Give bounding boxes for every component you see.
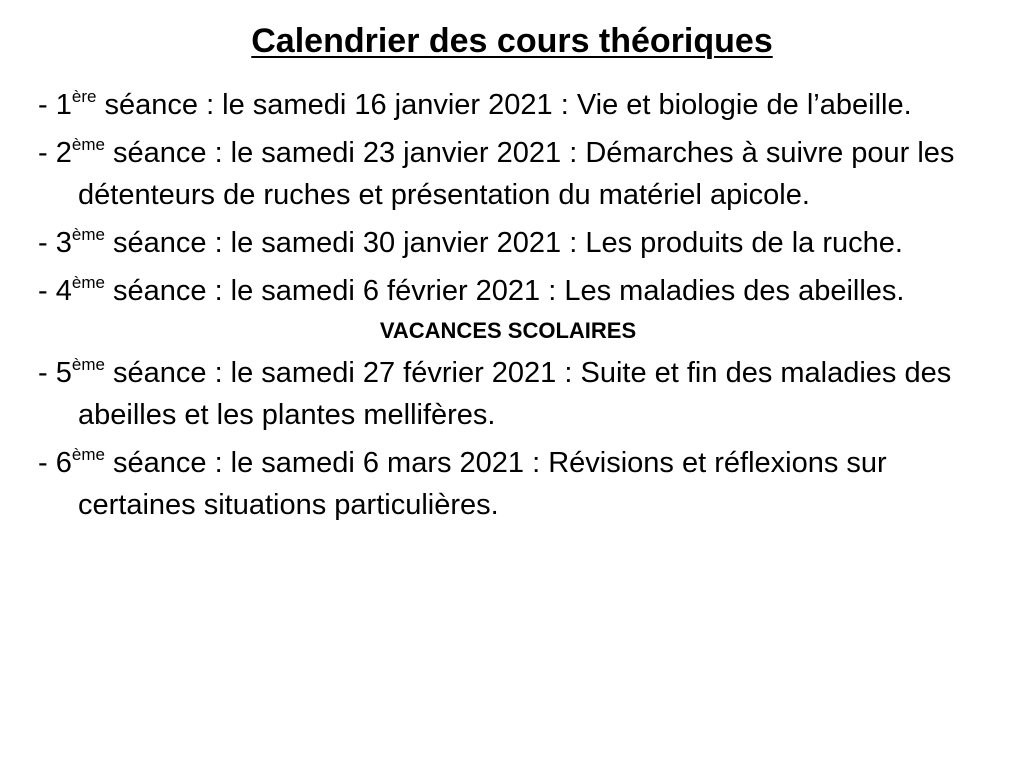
- session-number: 5: [55, 357, 72, 389]
- session-item: [38, 132, 998, 216]
- session-item: [38, 270, 998, 312]
- session-dash: -: [38, 89, 56, 121]
- session-item: [38, 84, 998, 126]
- session-text: séance : le samedi 6 mars 2021 : Révisions et réflexions sur certaines situations particulières.: [78, 447, 887, 521]
- session-dash: -: [38, 227, 56, 259]
- session-ordinal-suffix: ème: [71, 273, 105, 292]
- session-dash: -: [38, 447, 56, 479]
- session-number: 6: [55, 447, 72, 479]
- page-title: Calendrier des cours théoriques: [251, 22, 773, 60]
- session-dash: -: [38, 357, 56, 389]
- school-holidays-label: VACANCES SCOLAIRES: [379, 318, 637, 343]
- session-dash: -: [38, 275, 56, 307]
- session-ordinal-suffix: ème: [71, 445, 105, 464]
- session-dash: -: [38, 137, 56, 169]
- session-number: 2: [55, 137, 72, 169]
- session-number: 4: [55, 275, 72, 307]
- session-text: séance : le samedi 27 février 2021 : Suite et fin des maladies des abeilles et les plantes mellifères.: [78, 357, 952, 431]
- session-ordinal-suffix: ème: [71, 355, 105, 374]
- session-text: séance : le samedi 30 janvier 2021 : Les produits de la ruche.: [104, 227, 903, 259]
- session-number: 1: [55, 89, 72, 121]
- session-number: 3: [55, 227, 72, 259]
- session-list: [38, 84, 998, 532]
- session-text: séance : le samedi 6 février 2021 : Les maladies des abeilles.: [104, 275, 905, 307]
- session-item: [38, 442, 998, 526]
- session-ordinal-suffix: ère: [71, 87, 97, 106]
- session-ordinal-suffix: ème: [71, 135, 105, 154]
- session-item: [38, 222, 998, 264]
- session-item: [38, 352, 998, 436]
- session-text: séance : le samedi 23 janvier 2021 : Démarches à suivre pour les détenteurs de ruches et présentation du matériel apicole.: [78, 137, 955, 211]
- session-ordinal-suffix: ème: [71, 225, 105, 244]
- session-text: séance : le samedi 16 janvier 2021 : Vie et biologie de l’abeille.: [96, 89, 912, 121]
